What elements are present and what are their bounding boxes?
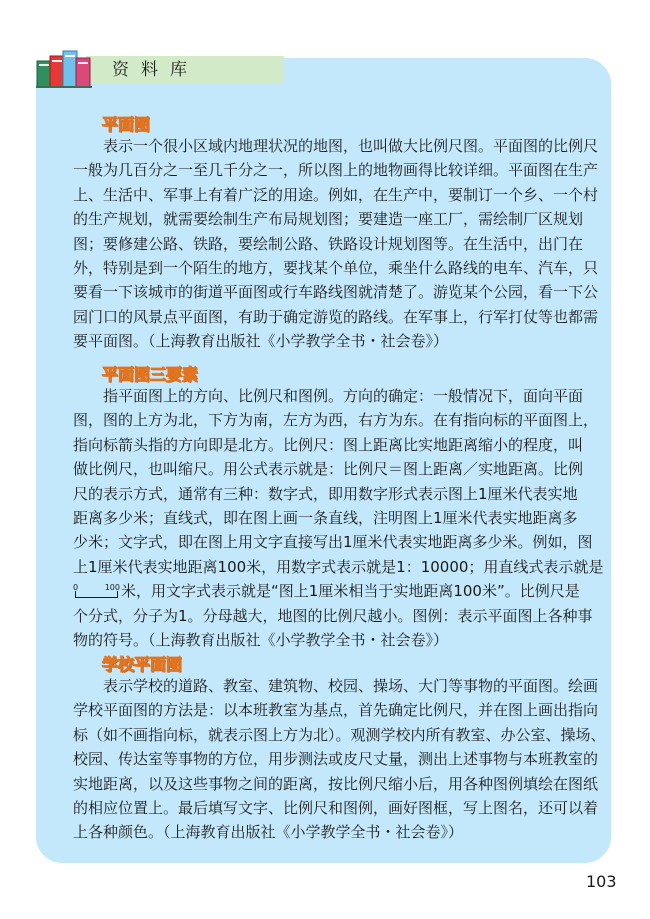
text-fragment: 米，用文字式表示就是“图上1厘米相当于实地距离100米”。比例尺是 (121, 582, 580, 601)
text-line: 表示一个很小区域内地理状况的地图，也叫做大比例尺图。平面图的比例尺 (103, 137, 599, 155)
section-title: 资料库 (112, 60, 199, 80)
text-line: 上1厘米代表实地距离100米，用数字式表示就是1：10000；用直线式表示就是 (73, 557, 604, 576)
text-line: 做比例尺，也叫缩尺。用公式表示就是：比例尺＝图上距离／实地距离。比例 (73, 460, 584, 479)
text-line: 实地距离，以及这些事物之间的距离，按比例尺缩小后，用各种图例填绘在图纸 (73, 774, 599, 793)
text-line: 上各种颜色。（上海教育出版社《小学教学全书・社会卷》） (73, 823, 464, 842)
text-line: 图，图的上方为北，下方为南，左方为西，右方为东。在有指向标的平面图上， (73, 411, 599, 430)
scale-zero-label: 0 (73, 583, 79, 593)
text-line: 图；要修建公路、铁路，要绘制公路、铁路设计规划图等。在生活中，出门在 (73, 234, 584, 253)
text-line: 的相应位置上。最后填写文字、比例尺和图例，画好图框，写上图名，还可以着 (73, 798, 599, 817)
page-number: 103 (586, 872, 617, 891)
text-line: 的生产规划，就需要绘制生产布局规划图；要建造一座工厂，需绘制厂区规划 (73, 210, 584, 229)
paragraph-plan-map (73, 134, 605, 354)
text-line: 要看一下该城市的街道平面图或行车路线图就清楚了。游览某个公园，看一下公 (73, 283, 599, 302)
paragraph-school-plan (73, 674, 605, 845)
text-line-with-scale (73, 579, 605, 603)
paragraph-three-elements (73, 384, 605, 652)
scale-line (75, 591, 118, 598)
scale-hundred-label: 100 (104, 583, 120, 593)
text-line: 个分式，分子为1。分母越大，地图的比例尺越小。图例：表示平面图上各种事 (73, 606, 593, 625)
text-line: 指向标箭头指的方向即是北方。比例尺：图上距离比实地距离缩小的程度，叫 (73, 435, 584, 454)
scale-bar-graphic (73, 583, 121, 599)
text-line: 距离多少米；直线式，即在图上画一条直线，注明图上1厘米代表实地距离多 (73, 508, 578, 527)
text-line: 校园、传达室等事物的方位，用步测法或皮尺丈量，测出上述事物与本班教室的 (73, 750, 599, 769)
text-line: 外，特别是到一个陌生的地方，要找某个单位，乘坐什么路线的电车、汽车，只 (73, 258, 599, 277)
heading-school-plan: 学校平面图 (102, 655, 183, 674)
text-line: 要平面图。（上海教育出版社《小学教学全书・社会卷》） (73, 332, 449, 351)
text-line: 尺的表示方式，通常有三种：数字式，即用数字形式表示图上1厘米代表实地 (73, 484, 578, 503)
text-line: 物的符号。（上海教育出版社《小学教学全书・社会卷》） (73, 630, 449, 649)
text-line: 一般为几百分之一至几千分之一，所以图上的地物画得比较详细。平面图在生产 (73, 161, 599, 180)
text-line: 上、生活中、军事上有着广泛的用途。例如，在生产中，要制订一个乡、一个村 (73, 185, 599, 204)
text-line: 标（如不画指向标，就表示图上方为北）。观测学校内所有教室、办公室、操场、 (73, 725, 606, 744)
heading-three-elements: 平面图三要素 (102, 365, 199, 384)
text-line: 园门口的风景点平面图，有助于确定游览的路线。在军事上，行军打仗等也都需 (73, 307, 599, 326)
text-line: 表示学校的道路、教室、建筑物、校园、操场、大门等事物的平面图。绘画 (103, 677, 599, 695)
books-icon (34, 47, 96, 89)
heading-plan-map: 平面图 (102, 115, 151, 134)
text-line: 指平面图上的方向、比例尺和图例。方向的确定：一般情况下，面向平面 (103, 387, 584, 405)
text-line: 少米；文字式，即在图上用文字直接写出1厘米代表实地距离多少米。例如，图 (73, 533, 593, 552)
text-line: 学校平面图的方法是：以本班教室为基点，首先确定比例尺，并在图上画出指向 (73, 701, 599, 720)
